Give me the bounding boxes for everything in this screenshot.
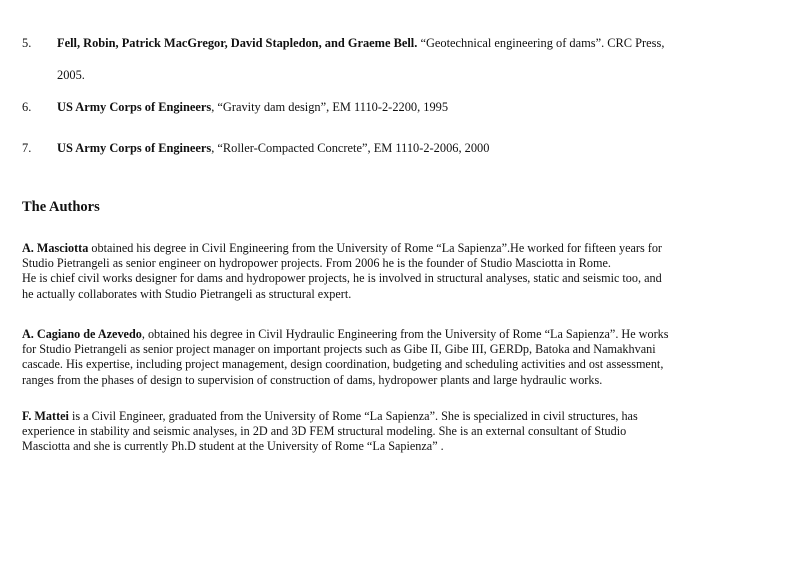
reference-details: “Geotechnical engineering of dams”. CRC Press, — [417, 36, 665, 50]
bio-line — [22, 241, 727, 256]
section-title: The Authors — [22, 199, 100, 215]
reference-number: 5. — [22, 36, 32, 50]
author-bio — [22, 327, 727, 388]
reference-number: 7. — [22, 141, 32, 155]
bio-line: Masciotta and she is currently Ph.D student at the University of Rome “La Sapienza” . — [22, 439, 444, 454]
reference-item — [22, 91, 732, 123]
bio-line: he actually collaborates with Studio Pietrangeli as structural expert. — [22, 286, 352, 301]
bio-line: Studio Pietrangeli as senior engineer on hydropower projects. From 2006 he is the founder of Studio Masciotta in Rome. — [22, 256, 611, 271]
bio-line: ranges from the phases of design to supervision of construction of dams, hydropower plants and large hydraulic works. — [22, 372, 603, 387]
bio-line: experience in stability and seismic analyses, in 2D and 3D FEM structural modeling. She is an external consultant of Studio — [22, 424, 627, 439]
bio-line: He is chief civil works designer for dams and hydropower projects, he is involved in structural analyses, static and seismic too, and — [22, 271, 662, 286]
reference-text — [57, 132, 732, 164]
reference-authors: Fell, Robin, Patrick MacGregor, David Stapledon, and Graeme Bell. — [57, 36, 418, 50]
reference-text — [57, 27, 732, 91]
author-name: F. Mattei — [22, 409, 69, 423]
bio-line: cascade. His expertise, including project management, design coordination, budgeting and scheduling activities and ost assessment, — [22, 357, 664, 372]
reference-continuation: 2005. — [57, 68, 85, 82]
author-name: A. Masciotta — [22, 241, 89, 255]
reference-authors: US Army Corps of Engineers — [57, 100, 212, 114]
reference-item — [22, 132, 732, 164]
author-bio — [22, 241, 727, 302]
bio-line — [22, 409, 727, 424]
reference-text — [57, 91, 732, 123]
reference-item — [22, 27, 732, 91]
bio-line — [22, 327, 727, 342]
bio-text: obtained his degree in Civil Engineering from the University of Rome “La Sapienza”.He worked for fifteen years for — [88, 241, 662, 255]
bio-text: is a Civil Engineer, graduated from the University of Rome “La Sapienza”. She is specialized in civil structures, has — [68, 409, 638, 423]
reference-number: 6. — [22, 100, 32, 114]
author-name: A. Cagiano de Azevedo — [22, 327, 142, 341]
bio-text: , obtained his degree in Civil Hydraulic Engineering from the University of Rome “La Sapienza”. He works — [141, 327, 669, 341]
bio-line: for Studio Pietrangeli as senior project manager on important projects such as Gibe II, Gibe III, GERDp, Batoka and Namakhvani — [22, 342, 656, 357]
reference-details: , “Roller-Compacted Concrete”, EM 1110-2-2006, 2000 — [211, 141, 490, 155]
author-bio — [22, 409, 727, 455]
reference-details: , “Gravity dam design”, EM 1110-2-2200, 1995 — [211, 100, 449, 114]
reference-authors: US Army Corps of Engineers — [57, 141, 212, 155]
